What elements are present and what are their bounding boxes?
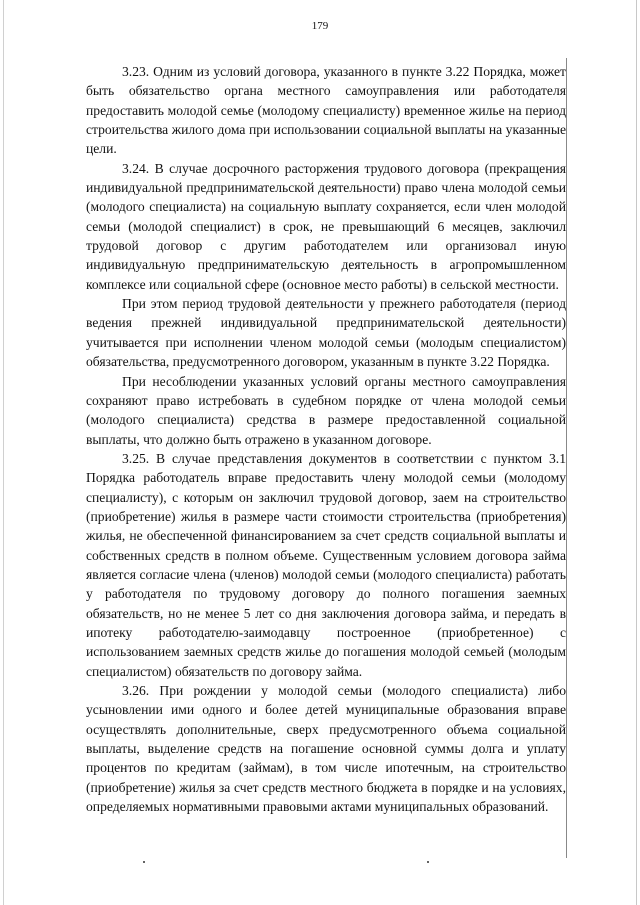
paragraph-3-25: 3.25. В случае представления документов в соответствии с пунктом 3.1 Порядка работодатель вправе предоставить члену молодой семьи (молодому специалисту), с которым он заключил трудовой договор, заем на строительство (приобретение) жилья в размере части стоимости строительства (приобретения) жилья, не обеспеченной финансированием за счет средств социальной выплаты и собственных средств в полном объеме. Существенным условием договора займа является согласие члена (членов) молодой семьи (молодого специалиста) работать у работодателя по трудовому договору до полного погашения заемных обязательств, но не менее 5 лет со дня заключения договора займа, и передать в ипотеку работодателю-заимодавцу построенное (приобретенное) с использованием заемных средств жилье до погашения молодой семьей (молодым специалистом) обязательств по договору займа. (86, 450, 566, 679)
paragraph-3-24-noncompliance: При несоблюдении указанных условий органы местного самоуправления сохраняют право истребовать в судебном порядке от члена молодой семьи (молодого специалиста) средства в размере предоставленной социальной выплаты, что должно быть отражено в указанном договоре. (86, 373, 566, 447)
scan-speck (143, 861, 145, 863)
paragraph-3-26: 3.26. При рождении у молодой семьи (молодого специалиста) либо усыновлении ими одного и более детей муниципальные образования вправе осуществлять дополнительные, сверх предусмотренного объема социальной выплаты, выделение средств на погашение основной суммы долга и уплату процентов по кредитам (займам), в том числе ипотечным, на строительство (приобретение) жилья за счет средств местного бюджета в порядке и на условиях, определяемых нормативными правовыми актами муниципальных образований. (86, 683, 566, 815)
scan-edge-left (3, 0, 4, 905)
document-body (86, 62, 566, 816)
right-margin-line (566, 58, 567, 858)
paragraph-3-23: 3.23. Одним из условий договора, указанного в пункте 3.22 Порядка, может быть обязательство органа местного самоуправления или работодателя предоставить молодой семье (молодому специалисту) временное жилье на период строительства жилого дома при использовании социальной выплаты на указанные цели. (86, 64, 566, 157)
scan-speck (427, 861, 429, 863)
paragraph-3-24: 3.24. В случае досрочного расторжения трудового договора (прекращения индивидуальной предпринимательской деятельности) право члена молодой семьи (молодого специалиста) на социальную выплату сохраняется, если член молодой семьи (молодой специалист) в срок, не превышающий 6 месяцев, заключил трудовой договор с другим работодателем или организовал иную индивидуальную предпринимательскую деятельность в агропромышленном комплексе или социальной сфере (основное место работы) в сельской местности. (86, 160, 566, 292)
paragraph-3-24-period: При этом период трудовой деятельности у прежнего работодателя (период ведения прежней индивидуальной предпринимательской деятельности) учитывается при исполнении членом молодой семьи (молодым специалистом) обязательства, предусмотренного договором, указанным в пункте 3.22 Порядка. (86, 296, 566, 370)
page-number: 179 (311, 20, 329, 32)
scan-edge-right (636, 0, 637, 905)
